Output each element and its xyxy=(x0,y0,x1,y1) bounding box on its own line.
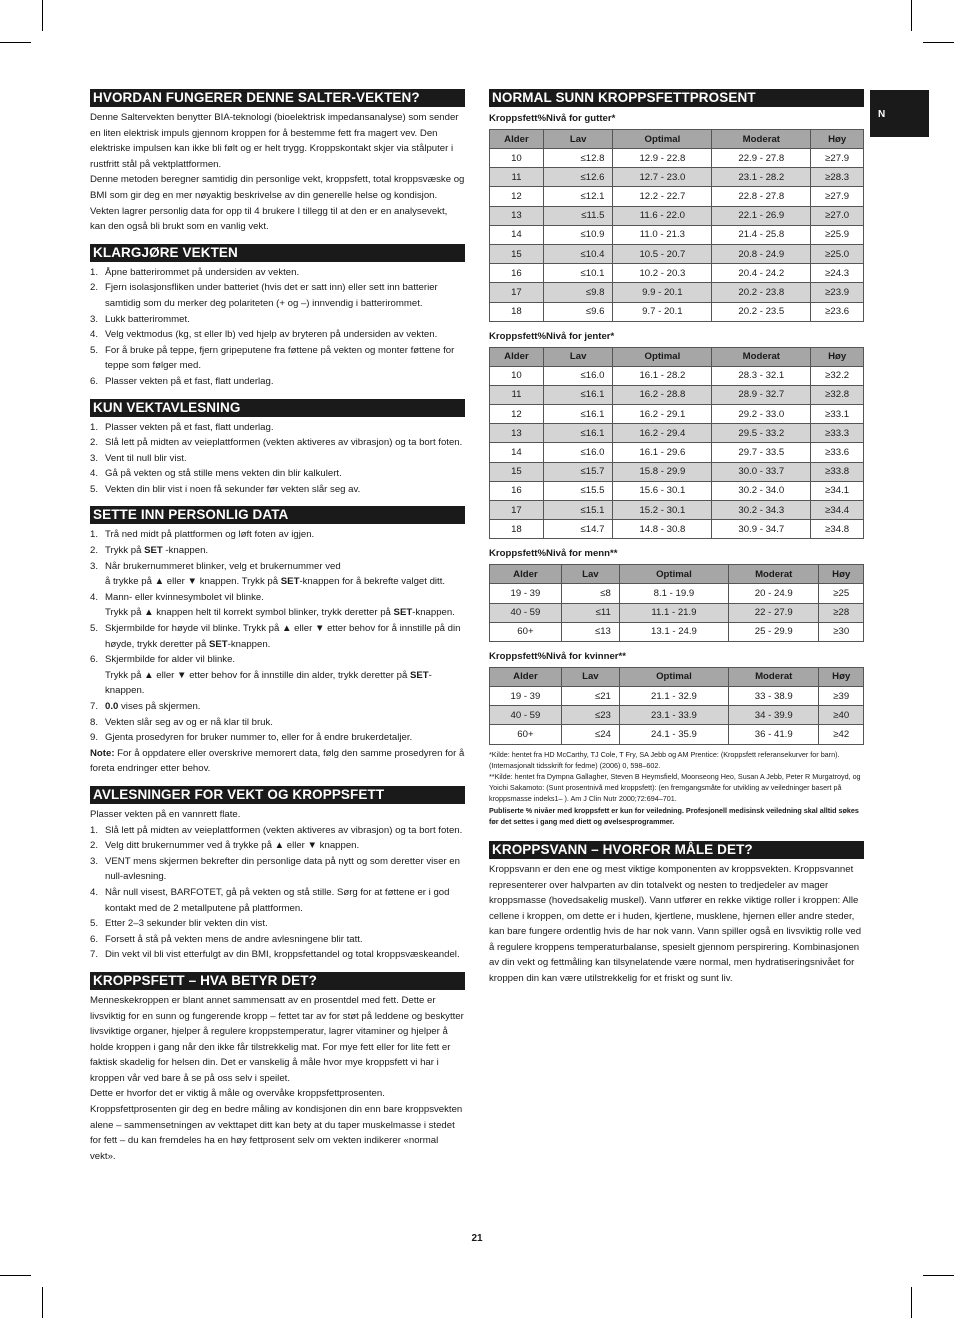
table-label: Kroppsfett%Nivå for gutter* xyxy=(489,113,616,124)
section-heading: NORMAL SUNN KROPPSFETTPROSENT xyxy=(489,89,864,107)
table-cell: 8.1 - 19.9 xyxy=(619,584,728,603)
list-item: 5. Skjermbilde for høyde vil blinke. Trykk på ▲ eller ▼ etter behov for å innstille på din høyde, trykk deretter på SET-knappen. xyxy=(90,623,461,650)
list-item: 4. Når null visest, BARFOTET, gå på vekten og stå stille. Sørg for at føttene er i god kontakt med de 2 metallputene på plattformen. xyxy=(90,886,450,914)
list-item: 1. Slå lett på midten av veieplattformen (vekten aktiveres av vibrasjon) og ta bort foten. xyxy=(90,824,463,836)
table-cell: 34 - 39.9 xyxy=(728,706,818,725)
table-cell: 30.0 - 33.7 xyxy=(712,462,811,481)
list-item: 1. Plasser vekten på et fast, flatt underlag. xyxy=(90,421,274,433)
paragraph: Dette er hvorfor det er viktig å måle og overvåke kroppsfettprosenten. xyxy=(90,1088,385,1100)
crop-mark xyxy=(42,1287,43,1318)
table-row xyxy=(490,187,864,206)
list-item: 5. Vekten din blir vist i noen få sekunder før vekten slår seg av. xyxy=(90,483,361,495)
table-row xyxy=(490,725,864,744)
table-cell: 14 xyxy=(490,225,544,244)
list-item: 6. Forsett å stå på vekten mens de andre avlesningene blir tatt. xyxy=(90,933,363,945)
table-cell: 10.5 - 20.7 xyxy=(613,244,712,263)
list-item: 4. Gå på vekten og stå stille mens vekten din blir kalkulert. xyxy=(90,468,342,480)
table-cell: ≥40 xyxy=(819,706,864,725)
crop-mark xyxy=(0,42,31,43)
paragraph: Denne metoden beregner samtidig din personlige vekt, kroppsfett, total kroppsvæske og BMI som gir deg en mer nøyaktig beskrivelse av din generelle helse og kondisjon. Vekten lagrer personlig data for opp til 4 brukere I tillegg til at den er en analysevekt, kan den også bli brukt som en vanlig vekt. xyxy=(90,174,465,233)
table-cell: 36 - 41.9 xyxy=(728,725,818,744)
list-item: 1. Trå ned midt på plattformen og løft foten av igjen. xyxy=(90,529,315,541)
column-header: Alder xyxy=(490,667,562,686)
section-prepare-scale xyxy=(90,244,465,390)
paragraph: Plasser vekten på en vannrett flate. xyxy=(90,808,241,820)
footnote: **Kilde: hentet fra Dympna Gallagher, Steven B Heymsfield, Moonseong Heo, Susan A Jebb, Peter R Murgatroyd, og Yoichi Sakamoto: (Sunt prosentnivå med kroppsfett): (en fremgangsmåte for utvikling av veiledninger basert på kroppsmasse indeks1– ). Am J Clin Nutr 2000;72:694–701. xyxy=(489,771,861,804)
column-header: Moderat xyxy=(712,130,811,149)
list-item: 3. Når brukernummeret blinker, velg et brukernummer ved å trykke på ▲ eller ▼ knappen. Trykk på SET-knappen for å bekrefte valget ditt. xyxy=(90,560,446,588)
table-cell: ≤9.6 xyxy=(543,302,613,321)
table-body xyxy=(490,366,864,539)
table-cell: 33 - 38.9 xyxy=(728,686,818,705)
table-cell: 16.1 - 28.2 xyxy=(613,366,712,385)
list-item: 8. Vekten slår seg av og er nå klar til bruk. xyxy=(90,716,273,728)
table-cell: ≤14.7 xyxy=(543,520,613,539)
table-cell: 10 xyxy=(490,366,544,385)
table-cell: ≥30 xyxy=(819,622,864,641)
language-tab xyxy=(870,90,929,137)
table-cell: 12 xyxy=(490,187,544,206)
table-cell: 19 - 39 xyxy=(490,686,562,705)
table-row xyxy=(490,206,864,225)
table-body xyxy=(490,584,864,642)
list-item: 5. For å bruke på teppe, fjern gripeputene fra føttene på vekten og monter føttene for teppe som følger med. xyxy=(90,344,455,372)
column-header: Optimal xyxy=(619,565,728,584)
column-header: Alder xyxy=(490,347,544,366)
table-cell: ≥34.4 xyxy=(811,501,864,520)
table-cell: 25 - 29.9 xyxy=(728,622,818,641)
section-body-fat xyxy=(90,972,465,1165)
table-cell: 12.9 - 22.8 xyxy=(613,149,712,168)
table-cell: ≤15.1 xyxy=(543,501,613,520)
table-cell: ≤13 xyxy=(561,622,619,641)
table-cell: ≤16.1 xyxy=(543,424,613,443)
column-header: Optimal xyxy=(613,347,712,366)
table-row xyxy=(490,481,864,500)
list-item: 2. Velg ditt brukernummer ved å trykke på ▲ eller ▼ knappen. xyxy=(90,840,360,852)
paragraph: Menneskekroppen er blant annet sammensatt av en prosentdel med fett. Dette er livsviktig for en sunn og fungerende kropp – fettet tar av for støt på leddene og beskytter livsviktige organer, hjelper å regulere kroppstemperatur, lagrer vitaminer og hjelper å holde kroppen i gang når den ikke får tilstrekkelig mat. For mye fett eller for lite fett er faktisk skadelig for helsen din. Det er vanskelig å måle hvor mye kroppsfett vi har i kroppen vår ved bare å se på oss selv i speilet. xyxy=(90,994,464,1084)
table-cell: 16.1 - 29.6 xyxy=(613,443,712,462)
table-cell: ≤16.1 xyxy=(543,385,613,404)
table-cell: 11 xyxy=(490,168,544,187)
table-body xyxy=(490,149,864,322)
table-cell: ≥25 xyxy=(819,584,864,603)
table-cell: 11.1 - 21.9 xyxy=(619,603,728,622)
table-cell: 16 xyxy=(490,264,544,283)
list-item: 2. Trykk på SET -knappen. xyxy=(90,545,209,557)
crop-mark xyxy=(911,1287,912,1318)
paragraph: Kroppsvann er den ene og mest viktige komponenten av kroppsvekten. Kroppsvannet representerer over halvparten av din totalvekt og nesten to tredjedeler av mager kroppsmasse (hovedsakelig muskel). Vann utfører en rekke viktige roller i kroppen: Alle cellene i kroppen, om dette er i huden, kjertlene, musklene, hjernen eller andre steder, kan bare fungere ordentlig hvis de har nok vann. Vann spiller også en livsviktig rolle ved å regulere kroppens temperaturbalanse, spesielt gjennom perspirering. Kombinasjonen av din vekt og fettmåling kan tilsynelatende være normal, men hydratiseringsnivået for kroppen din kan være utilstrekkelig for et friskt og sunt liv. xyxy=(489,863,862,985)
table-row xyxy=(490,283,864,302)
footnotes xyxy=(489,749,864,827)
table-row xyxy=(490,520,864,539)
table-cell: ≤15.7 xyxy=(543,462,613,481)
column-header: Lav xyxy=(561,565,619,584)
list-item: 3. Lukk batterirommet. xyxy=(90,313,190,325)
list-item: 2. Fjern isolasjonsfliken under batteriet (hvis det er satt inn) eller sett inn batterier samtidig som du merker deg polariteten (+ og –) innvendig i batterirommet. xyxy=(90,282,438,309)
table-cell: 13 xyxy=(490,206,544,225)
table-cell: 16.2 - 29.4 xyxy=(613,424,712,443)
crop-mark xyxy=(923,1275,954,1276)
table-cell: 16 xyxy=(490,481,544,500)
section-weight-only xyxy=(90,399,465,498)
right-column xyxy=(489,89,864,996)
table-cell: ≥28.3 xyxy=(811,168,864,187)
table-cell: ≥23.6 xyxy=(811,302,864,321)
table-row xyxy=(490,443,864,462)
table-row xyxy=(490,706,864,725)
section-heading: KUN VEKTAVLESNING xyxy=(90,399,465,417)
table-cell: 28.3 - 32.1 xyxy=(712,366,811,385)
page-number: 21 xyxy=(471,1233,483,1244)
section-heading: HVORDAN FUNGERER DENNE SALTER-VEKTEN? xyxy=(90,89,465,107)
section-readings xyxy=(90,786,465,963)
table-boys xyxy=(489,129,864,322)
table-body xyxy=(490,686,864,744)
footnote: Publiserte % nivåer med kroppsfett er kun for veiledning. Profesjonell medisinsk veiledning skal alltid søkes før det settes i gang med diett og øvelsesprogrammer. xyxy=(489,805,859,826)
table-cell: 11 xyxy=(490,385,544,404)
list-item: 3. VENT mens skjermen bekrefter din personlige data på nytt og som deretter viser en null-avlesning. xyxy=(90,855,460,883)
table-cell: ≤12.6 xyxy=(543,168,613,187)
table-cell: 30.2 - 34.0 xyxy=(712,481,811,500)
table-cell: 15.2 - 30.1 xyxy=(613,501,712,520)
section-heading: KROPPSFETT – HVA BETYR DET? xyxy=(90,972,465,990)
table-cell: 15 xyxy=(490,462,544,481)
table-cell: 12 xyxy=(490,405,544,424)
table-row xyxy=(490,424,864,443)
table-cell: ≥27.9 xyxy=(811,149,864,168)
table-men xyxy=(489,564,864,642)
table-cell: 9.9 - 20.1 xyxy=(613,283,712,302)
list-item: 2. Slå lett på midten av veieplattformen (vekten aktiveres av vibrasjon) og ta bort foten. xyxy=(90,437,463,449)
language-tab-label: N xyxy=(878,109,886,120)
list-item: 1. Åpne batterirommet på undersiden av vekten. xyxy=(90,266,300,278)
table-row xyxy=(490,366,864,385)
note: Note: For å oppdatere eller overskrive memorert data, følg den samme prosedyren for å foreta endringer etter behov. xyxy=(90,747,465,775)
table-cell: ≤10.1 xyxy=(543,264,613,283)
crop-mark xyxy=(911,0,912,31)
table-cell: 29.7 - 33.5 xyxy=(712,443,811,462)
table-cell: 17 xyxy=(490,501,544,520)
column-header: Optimal xyxy=(613,130,712,149)
table-cell: 10 xyxy=(490,149,544,168)
section-body-water xyxy=(489,841,864,987)
table-cell: 28.9 - 32.7 xyxy=(712,385,811,404)
table-row xyxy=(490,584,864,603)
crop-mark xyxy=(923,42,954,43)
column-header: Høy xyxy=(819,667,864,686)
table-cell: ≥25.9 xyxy=(811,225,864,244)
table-girls xyxy=(489,347,864,540)
table-cell: 17 xyxy=(490,283,544,302)
list-item: 3. Vent til null blir vist. xyxy=(90,452,187,464)
table-cell: 40 - 59 xyxy=(490,706,562,725)
table-cell: 20.4 - 24.2 xyxy=(712,264,811,283)
table-cell: ≤9.8 xyxy=(543,283,613,302)
table-cell: 22 - 27.9 xyxy=(728,603,818,622)
table-cell: 15.8 - 29.9 xyxy=(613,462,712,481)
table-label: Kroppsfett%Nivå for menn** xyxy=(489,548,618,560)
column-header: Høy xyxy=(811,130,864,149)
table-cell: 15.6 - 30.1 xyxy=(613,481,712,500)
list-item: 4. Velg vektmodus (kg, st eller lb) ved hjelp av bryteren på undersiden av vekten. xyxy=(90,329,438,341)
table-cell: ≥27.0 xyxy=(811,206,864,225)
table-cell: 20.8 - 24.9 xyxy=(712,244,811,263)
table-label: Kroppsfett%Nivå for kvinner** xyxy=(489,650,627,662)
table-row xyxy=(490,149,864,168)
list-item: 6. Plasser vekten på et fast, flatt underlag. xyxy=(90,375,274,387)
column-header: Moderat xyxy=(712,347,811,366)
table-cell: 23.1 - 33.9 xyxy=(619,706,728,725)
crop-mark xyxy=(0,1275,31,1276)
table-cell: ≤10.9 xyxy=(543,225,613,244)
table-cell: ≤11 xyxy=(561,603,619,622)
table-row xyxy=(490,225,864,244)
table-cell: ≥28 xyxy=(819,603,864,622)
footnote: *Kilde: hentet fra HD McCarthy, TJ Cole, T Fry, SA Jebb og AM Prentice: (Kroppsfett referansekurver for barn). (Internasjonalt tidsskrift for fedme) (2006) 0, 598–602. xyxy=(489,749,840,770)
paragraph: Kroppsfettprosenten gir deg en bedre måling av kondisjonen din enn bare kroppsvekten alene – sammensetningen av vekttapet ditt kan bety at du taper muskelmasse i stedet for fett – du kan fremdeles ha en høy fettprosent selv om vekten indikerer «normal vekt». xyxy=(90,1104,463,1162)
table-row xyxy=(490,686,864,705)
list-item: 6. Skjermbilde for alder vil blinke. Trykk på ▲ eller ▼ etter behov for å innstille din alder, trykk deretter på SET-knappen. xyxy=(90,654,432,697)
table-cell: 20.2 - 23.5 xyxy=(712,302,811,321)
table-row xyxy=(490,385,864,404)
table-row xyxy=(490,168,864,187)
table-cell: 40 - 59 xyxy=(490,603,562,622)
table-women xyxy=(489,667,864,745)
table-row xyxy=(490,405,864,424)
table-row xyxy=(490,603,864,622)
table-cell: ≥42 xyxy=(819,725,864,744)
table-cell: ≥25.0 xyxy=(811,244,864,263)
table-row xyxy=(490,462,864,481)
table-cell: ≥24.3 xyxy=(811,264,864,283)
table-cell: 19 - 39 xyxy=(490,584,562,603)
column-header: Lav xyxy=(561,667,619,686)
table-cell: 13.1 - 24.9 xyxy=(619,622,728,641)
table-cell: 13 xyxy=(490,424,544,443)
table-cell: 14.8 - 30.8 xyxy=(613,520,712,539)
table-cell: 21.1 - 32.9 xyxy=(619,686,728,705)
table-cell: 18 xyxy=(490,302,544,321)
table-cell: ≤12.1 xyxy=(543,187,613,206)
table-cell: 12.7 - 23.0 xyxy=(613,168,712,187)
table-cell: ≥39 xyxy=(819,686,864,705)
left-column xyxy=(90,89,465,1173)
column-header: Moderat xyxy=(728,565,818,584)
table-cell: ≥27.9 xyxy=(811,187,864,206)
table-cell: 15 xyxy=(490,244,544,263)
table-cell: ≤8 xyxy=(561,584,619,603)
table-cell: ≤24 xyxy=(561,725,619,744)
list-item: 7. Din vekt vil bli vist etterfulgt av din BMI, kroppsfettandel og total kroppsvæskeandel. xyxy=(90,949,460,961)
table-cell: 20.2 - 23.8 xyxy=(712,283,811,302)
table-cell: 10.2 - 20.3 xyxy=(613,264,712,283)
table-cell: 60+ xyxy=(490,622,562,641)
table-cell: 18 xyxy=(490,520,544,539)
table-cell: 20 - 24.9 xyxy=(728,584,818,603)
table-cell: 11.6 - 22.0 xyxy=(613,206,712,225)
table-cell: ≥23.9 xyxy=(811,283,864,302)
table-cell: 29.5 - 33.2 xyxy=(712,424,811,443)
table-cell: 24.1 - 35.9 xyxy=(619,725,728,744)
table-cell: ≤10.4 xyxy=(543,244,613,263)
column-header: Høy xyxy=(819,565,864,584)
table-cell: ≥32.2 xyxy=(811,366,864,385)
table-row xyxy=(490,501,864,520)
table-cell: 9.7 - 20.1 xyxy=(613,302,712,321)
table-cell: 30.9 - 34.7 xyxy=(712,520,811,539)
list-item: 4. Mann- eller kvinnesymbolet vil blinke. Trykk på ▲ knappen helt til korrekt symbol blinker, trykk deretter på SET-knappen. xyxy=(90,591,455,619)
table-cell: ≤11.5 xyxy=(543,206,613,225)
table-cell: ≥33.3 xyxy=(811,424,864,443)
table-row xyxy=(490,244,864,263)
table-row xyxy=(490,264,864,283)
section-heading: SETTE INN PERSONLIG DATA xyxy=(90,506,465,524)
table-cell: ≥33.6 xyxy=(811,443,864,462)
table-cell: ≤12.8 xyxy=(543,149,613,168)
table-label: Kroppsfett%Nivå for jenter* xyxy=(489,330,615,342)
section-personal-data xyxy=(90,506,465,777)
table-cell: ≤16.1 xyxy=(543,405,613,424)
section-heading: AVLESNINGER FOR VEKT OG KROPPSFETT xyxy=(90,786,465,804)
section-how-it-works xyxy=(90,89,465,235)
table-cell: 16.2 - 29.1 xyxy=(613,405,712,424)
table-cell: ≤23 xyxy=(561,706,619,725)
table-cell: 11.0 - 21.3 xyxy=(613,225,712,244)
table-cell: 12.2 - 22.7 xyxy=(613,187,712,206)
table-cell: 30.2 - 34.3 xyxy=(712,501,811,520)
column-header: Alder xyxy=(490,565,562,584)
table-row xyxy=(490,622,864,641)
table-cell: ≤16.0 xyxy=(543,443,613,462)
table-cell: 22.1 - 26.9 xyxy=(712,206,811,225)
table-cell: ≥33.1 xyxy=(811,405,864,424)
table-cell: 22.8 - 27.8 xyxy=(712,187,811,206)
section-heading: KLARGJØRE VEKTEN xyxy=(90,244,465,262)
table-cell: 14 xyxy=(490,443,544,462)
column-header: Alder xyxy=(490,130,544,149)
table-cell: ≤16.0 xyxy=(543,366,613,385)
crop-mark xyxy=(42,0,43,31)
table-cell: 60+ xyxy=(490,725,562,744)
list-item: 5. Etter 2–3 sekunder blir vekten din vist. xyxy=(90,918,268,930)
column-header: Moderat xyxy=(728,667,818,686)
table-cell: 22.9 - 27.8 xyxy=(712,149,811,168)
table-cell: 23.1 - 28.2 xyxy=(712,168,811,187)
column-header: Lav xyxy=(543,347,613,366)
table-cell: 21.4 - 25.8 xyxy=(712,225,811,244)
list-item: 9. Gjenta prosedyren for bruker nummer to, eller for å endre brukerdetaljer. xyxy=(90,732,413,744)
table-row xyxy=(490,302,864,321)
table-cell: ≥32.8 xyxy=(811,385,864,404)
column-header: Optimal xyxy=(619,667,728,686)
column-header: Lav xyxy=(543,130,613,149)
table-cell: 29.2 - 33.0 xyxy=(712,405,811,424)
table-cell: ≤21 xyxy=(561,686,619,705)
table-cell: ≥33.8 xyxy=(811,462,864,481)
table-cell: ≥34.1 xyxy=(811,481,864,500)
table-cell: ≥34.8 xyxy=(811,520,864,539)
column-header: Høy xyxy=(811,347,864,366)
table-cell: 16.2 - 28.8 xyxy=(613,385,712,404)
table-cell: ≤15.5 xyxy=(543,481,613,500)
section-heading: KROPPSVANN – HVORFOR MÅLE DET? xyxy=(489,841,864,859)
paragraph: Denne Saltervekten benytter BIA-teknologi (bioelektrisk impedansanalyse) som sender en liten elektrisk impuls gjennom kroppen for å bestemme fett fra magert vev. Den elektriske impulsen kan ikke bli følt og er helt trygg. Kroppskontakt skjer via stålputer i rustfritt stål på vektplattformen. xyxy=(90,112,459,170)
list-item: 7. 0.0 vises på skjermen. xyxy=(90,701,201,712)
